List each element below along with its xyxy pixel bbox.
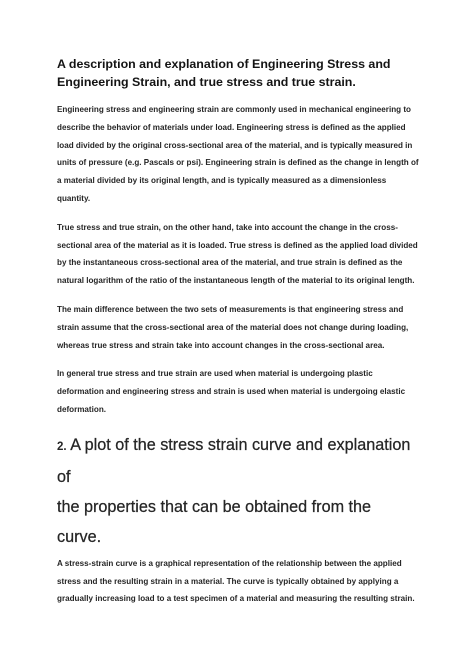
paragraph-main-difference: The main difference between the two sets of measurements is that engineering stress and strain assume that the cross-sectional area of the material does not change during loading, whereas true stress and strain take into account changes in the cross-sectional area. <box>57 304 409 350</box>
section-2-number: 2. <box>57 440 67 453</box>
paragraph-true-stress-strain: True stress and true strain, on the other hand, take into account the change in the cross-sectional area of the material as it is loaded. True stress is defined as the applied load divided by the instantaneous cross-sectional area of the material, and true strain is defined as the natural logarithm of the ratio of the instantaneous length of the material to its original length. <box>57 222 418 286</box>
section-2-heading <box>57 430 419 552</box>
section-1-heading: A description and explanation of Engineering Stress and Engineering Strain, and true stress and true strain. <box>57 57 391 89</box>
section-2-heading-text-1: A plot of the stress strain curve and explanation of <box>57 435 411 486</box>
paragraph-stress-strain-curve: A stress-strain curve is a graphical representation of the relationship between the applied stress and the resulting strain in a material. The curve is typically obtained by applying a gradually increasing load to a test specimen of a material and measuring the resulting strain. <box>57 558 415 604</box>
paragraph-general-usage: In general true stress and true strain are used when material is undergoing plastic deformation and engineering stress and strain is used when material is undergoing elastic deformation. <box>57 369 406 414</box>
section-2-heading-line-1 <box>57 430 419 492</box>
section-2-heading-line-2: the properties that can be obtained from the curve. <box>57 497 372 546</box>
document-page <box>57 55 419 619</box>
paragraph-engineering-stress-strain: Engineering stress and engineering strain are commonly used in mechanical engineering to describe the behavior of materials under load. Engineering stress is defined as the applied load divided by the original cross-sectional area of the material, and is typically measured in units of pressure (e.g. Pascals or psi). Engineering strain is defined as the change in length of a material divided by its original length, and is typically measured as a dimensionless quantity. <box>57 105 419 203</box>
